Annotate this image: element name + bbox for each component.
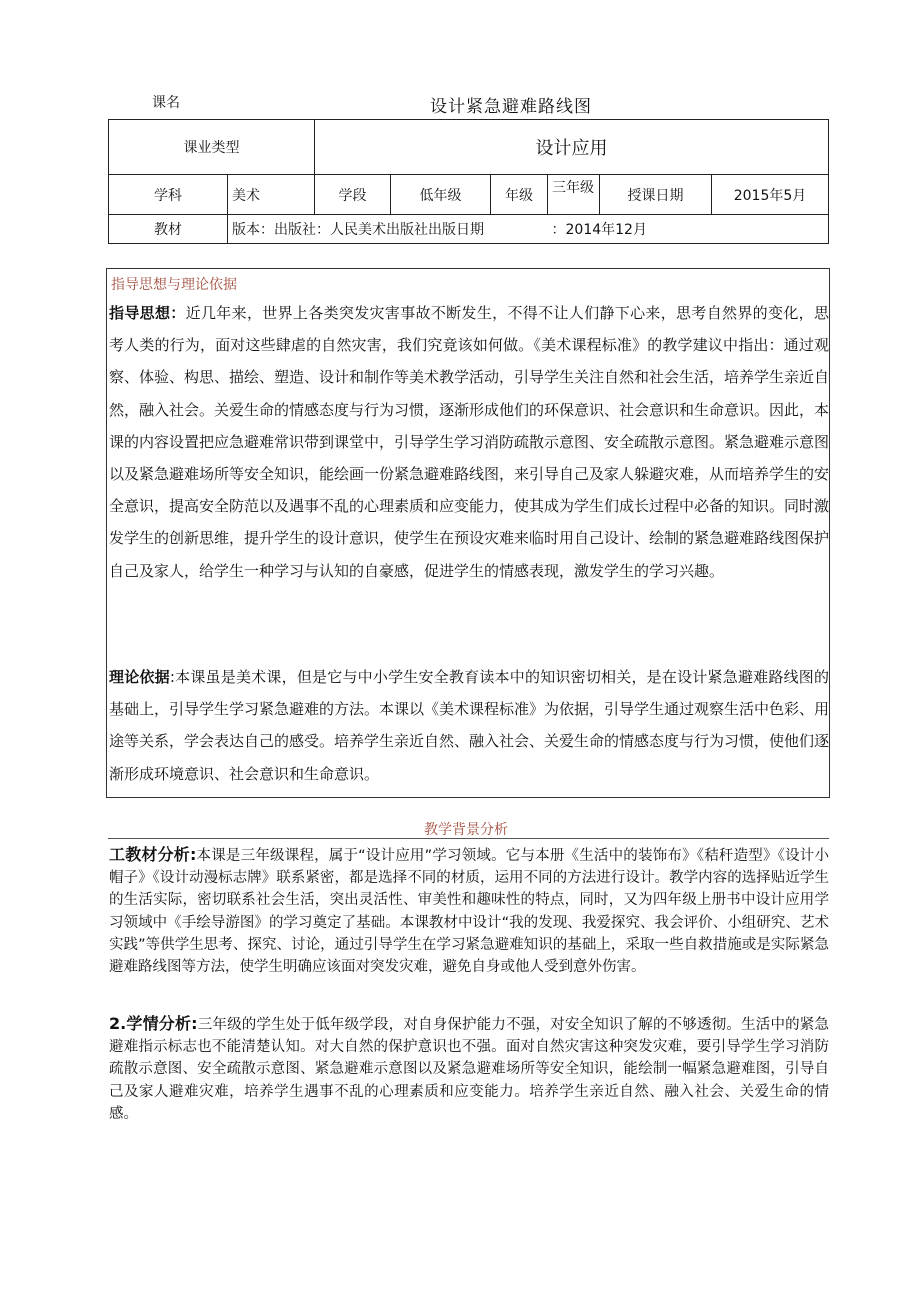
theory-paragraph <box>109 661 829 790</box>
stage-label: 学段 <box>315 175 391 215</box>
grade-label: 年级 <box>491 175 548 215</box>
stage-value: 低年级 <box>391 175 491 215</box>
type-label: 课业类型 <box>109 120 315 175</box>
background-heading: 教学背景分析 <box>424 822 508 838</box>
guiding-thought-paragraph <box>109 297 829 587</box>
guide-section <box>106 268 830 798</box>
course-info-table <box>108 119 829 244</box>
material-analysis-label: 工教材分析: <box>109 845 197 864</box>
guide-heading: 指导思想与理论依据 <box>111 277 237 293</box>
date-label: 授课日期 <box>600 175 712 215</box>
type-value: 设计应用 <box>315 120 829 175</box>
student-analysis-paragraph <box>109 1013 829 1125</box>
textbook-value: 版本：出版社：人民美术出版社出版日期 <box>228 215 548 244</box>
subject-label: 学科 <box>109 175 228 215</box>
theory-label: 理论依据 <box>109 668 170 686</box>
textbook-label: 教材 <box>109 215 228 244</box>
material-analysis-paragraph <box>109 844 829 978</box>
background-divider <box>108 838 829 839</box>
student-analysis-text: 三年级的学生处于低年级学段，对自身保护能力不强，对安全知识了解的不够透彻。生活中的紧急避难指示标志也不能清楚认知。对大自然的保护意识也不强。面对自然灾害这种突发灾难，要引导学生学习消防疏散示意图、安全疏散示意图、紧急避难示意图以及紧急避难场所等安全知识，能绘制一幅紧急避难图，引导自己及家人避难灾难，培养学生遇事不乱的心理素质和应变能力。培养学生亲近自然、融入社会、关爱生命的情感。 <box>109 1017 829 1122</box>
course-title: 设计紧急避难路线图 <box>430 97 592 117</box>
guiding-thought-text: 近几年来，世界上各类突发灾害事故不断发生，不得不让人们静下心来，思考自然界的变化，思考人类的行为，面对这些肆虐的自然灾害，我们究竟该如何做。《美术课程标准》的教学建议中指出：通过观察、体验、构思、描绘、塑造、设计和制作等美术教学活动，引导学生关注自然和社会生活，培养学生亲近自然，融入社会。关爱生命的情感态度与行为习惯，逐渐形成他们的环保意识、社会意识和生命意识。因此，本课的内容设置把应急避难常识带到课堂中，引导学生学习消防疏散示意图、安全疏散示意图。紧急避难示意图以及紧急避难场所等安全知识，能绘画一份紧急避难路线图，来引导自己及家人躲避灾难，从而培养学生的安全意识，提高安全防范以及遇事不乱的心理素质和应变能力，使其成为学生们成长过程中必备的知识。同时激发学生的创新思维，提升学生的设计意识，使学生在预设灾难来临时用自己设计、绘制的紧急避难路线图保护自己及家人，给学生一种学习与认知的自豪感，促进学生的情感表现，激发学生的学习兴趣。 <box>109 304 830 580</box>
theory-text: :本课虽是美术课，但是它与中小学生安全教育读本中的知识密切相关，是在设计紧急避难路线图的基础上，引导学生学习紧急避难的方法。本课以《美术课程标准》为依据，引导学生通过观察生活中色彩、用途等关系，学会表达自己的感受。培养学生亲近自然、融入社会、关爱生命的情感态度与行为习惯，使他们逐渐形成环境意识、社会意识和生命意识。 <box>109 668 830 783</box>
material-analysis-text: 本课是三年级课程，属于“设计应用”学习领域。它与本册《生活中的装饰布》《秸秆造型》《设计小帽子》《设计动漫标志牌》联系紧密，都是选择不同的材质，运用不同的方法进行设计。教学内容的选择贴近学生的生活实际，密切联系社会生活，突出灵活性、审美性和趣味性的特点，同时，又为四年级上册书中设计应用学习领域中《手绘导游图》的学习奠定了基础。本课教材中设计“我的发现、我爱探究、我会评价、小组研究、艺术实践”等供学生思考、探究、讨论，通过引导学生在学习紧急避难知识的基础上，采取一些自救措施或是实际紧急避难路线图等方法，使学生明确应该面对突发灾难，避免自身或他人受到意外伤害。 <box>109 848 829 976</box>
textbook-date: ：2014年12月 <box>548 215 829 244</box>
student-analysis-label: 2.学情分析: <box>109 1014 198 1033</box>
guiding-thought-label: 指导思想： <box>109 304 186 322</box>
grade-value: 三年级 <box>548 175 600 215</box>
subject-value: 美术 <box>228 175 315 215</box>
date-value: 2015年5月 <box>712 175 829 215</box>
course-name-label: 课名 <box>152 95 180 111</box>
